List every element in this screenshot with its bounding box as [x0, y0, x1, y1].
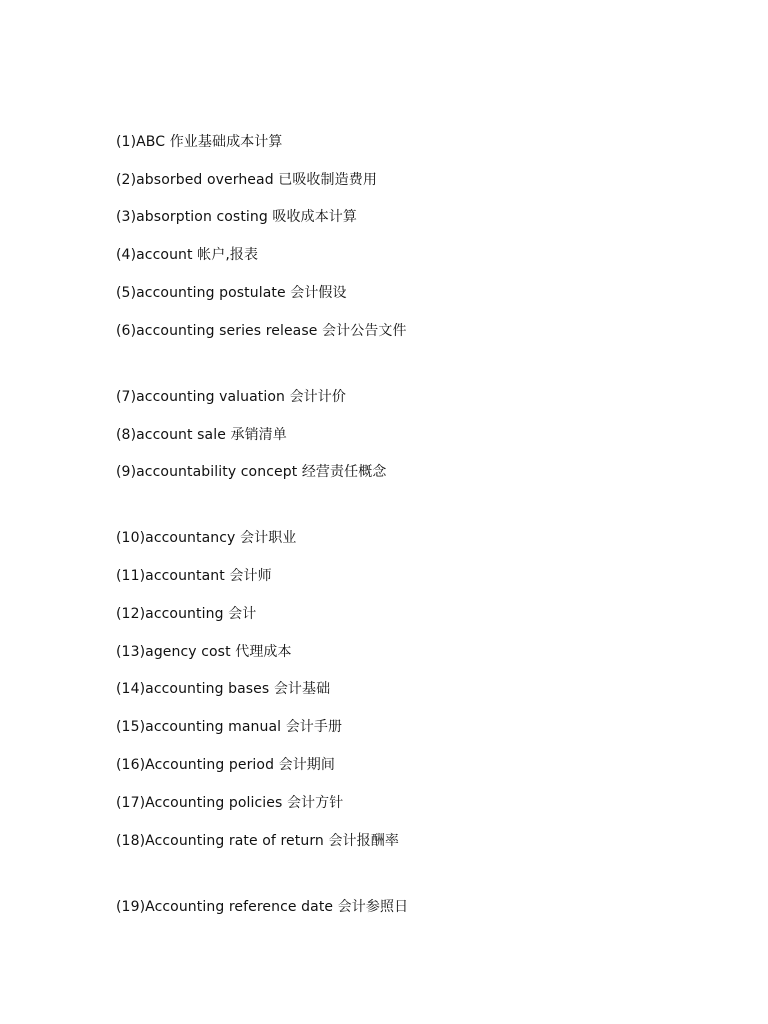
- glossary-entry-19: (19)Accounting reference date 会计参照日: [116, 899, 409, 915]
- glossary-entry-7: (7)accounting valuation 会计计价: [116, 389, 346, 405]
- glossary-entry-3: (3)absorption costing 吸收成本计算: [116, 209, 358, 225]
- glossary-entry-18: (18)Accounting rate of return 会计报酬率: [116, 833, 399, 849]
- glossary-entry-13: (13)agency cost 代理成本: [116, 644, 292, 660]
- glossary-entry-2: (2)absorbed overhead 已吸收制造费用: [116, 172, 377, 188]
- glossary-entry-4: (4)account 帐户,报表: [116, 247, 259, 263]
- glossary-entry-5: (5)accounting postulate 会计假设: [116, 285, 347, 301]
- glossary-entry-12: (12)accounting 会计: [116, 606, 257, 622]
- glossary-entry-10: (10)accountancy 会计职业: [116, 530, 297, 546]
- glossary-entry-8: (8)account sale 承销清单: [116, 427, 287, 443]
- glossary-entry-15: (15)accounting manual 会计手册: [116, 719, 343, 735]
- glossary-entry-11: (11)accountant 会计师: [116, 568, 272, 584]
- glossary-entry-17: (17)Accounting policies 会计方针: [116, 795, 344, 811]
- glossary-entry-1: (1)ABC 作业基础成本计算: [116, 134, 283, 150]
- glossary-entry-6: (6)accounting series release 会计公告文件: [116, 323, 407, 339]
- glossary-entry-14: (14)accounting bases 会计基础: [116, 681, 331, 697]
- glossary-entry-16: (16)Accounting period 会计期间: [116, 757, 336, 773]
- glossary-entry-9: (9)accountability concept 经营责任概念: [116, 464, 387, 480]
